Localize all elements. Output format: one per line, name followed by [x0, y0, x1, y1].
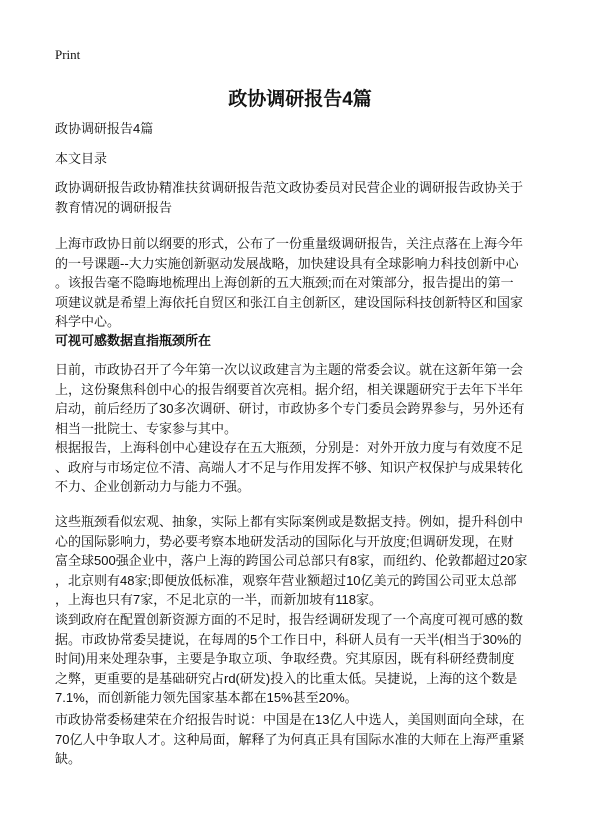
subtitle: 政协调研报告4篇: [55, 121, 154, 136]
text-line: ，上海也只有7家，不足北京的一半，而新加坡有118家。: [55, 592, 382, 607]
text-line: 项建议就是希望上海依托自贸区和张江自主创新区，建设国际科技创新特区和国家: [55, 294, 524, 310]
text-line: 缺。: [55, 751, 82, 766]
text-line: 日前，市政协召开了今年第一次以议政建言为主题的常委会议。就在这新年第一会: [55, 362, 524, 377]
text-line: 据。市政协常委吴捷说，在每周的5个工作日中，科研人员有一天半(相当于30%的: [55, 631, 522, 647]
paragraph-1: [55, 234, 555, 332]
text-line: 启动，前后经历了30多次调研、研讨，市政协多个专门委员会跨界参与，另外还有: [55, 401, 525, 416]
paragraph-6: [55, 710, 555, 769]
text-line: 科学中心。: [55, 314, 121, 329]
text-line: 市政协常委杨建荣在介绍报告时说：中国是在13亿人中选人，美国则面向全球，在: [55, 712, 525, 727]
paragraph-2: [55, 360, 555, 438]
text-line: 上海市政协日前以纲要的形式，公布了一份重量级调研报告，关注点落在上海今年: [55, 236, 524, 251]
text-line: 。该报告毫不隐晦地梳理出上海创新的五大瓶颈;而在对策部分，报告提出的第一: [55, 275, 514, 290]
page-title: 政协调研报告4篇: [228, 89, 372, 110]
text-line: 不力、企业创新动力与能力不强。: [55, 479, 251, 494]
text-line: 时间)用来处理杂事，主要是争取立项、争取经费。究其原因，既有科研经费制度: [55, 651, 515, 666]
text-line: 富全球500强企业中，落户上海的跨国公司总部只有8家，而纽约、伦敦都超过20家: [55, 553, 528, 568]
text-line: 之弊，更重要的是基础研究占rd(研发)投入的比重太低。吴捷说，上海的这个数是: [55, 670, 518, 686]
text-line: 这些瓶颈看似宏观、抽象，实际上都有实际案例或是数据支持。例如，提升科创中: [55, 514, 524, 529]
section-heading: 可视可感数据直指瓶颈所在: [55, 333, 212, 348]
text-line: 7.1%，而创新能力领先国家基本都在15%甚至20%。: [55, 690, 358, 705]
text-line: 相当一批院士、专家参与其中。: [55, 420, 238, 436]
paragraph-5: [55, 610, 555, 708]
text-line: 70亿人中争取人才。这种局面，解释了为何真正具有国际水准的大师在上海严重紧: [55, 731, 525, 747]
text-line: 、政府与市场定位不清、高端人才不足与作用发挥不够、知识产权保护与成果转化: [55, 459, 524, 475]
toc-label: 本文目录: [55, 151, 108, 166]
text-line: 上，这份聚焦科创中心的报告纲要首次亮相。据介绍，相关课题研究于去年下半年: [55, 381, 524, 397]
text-line: 心的国际影响力，势必要考察本地研发活动的国际化与开放度;但调研发现，在财: [55, 533, 514, 549]
paragraph-4: [55, 512, 555, 610]
paragraph-3: [55, 438, 555, 497]
text-line: 教育情况的调研报告: [55, 199, 173, 215]
text-line: 根据报告，上海科创中心建设存在五大瓶颈，分别是：对外开放力度与有效度不足: [55, 440, 524, 455]
text-line: 谈到政府在配置创新资源方面的不足时，报告经调研发现了一个高度可视可感的数: [55, 612, 524, 627]
text-line: 的一号课题--大力实施创新驱动发展战略，加快建设具有全球影响力科技创新中心: [55, 255, 519, 271]
text-line: 政协调研报告政协精准扶贫调研报告范文政协委员对民营企业的调研报告政协关于: [55, 180, 524, 195]
text-line: ，北京则有48家;即便放低标准，观察年营业额超过10亿美元的跨国公司亚太总部: [55, 572, 517, 588]
print-link[interactable]: Print: [55, 47, 81, 62]
toc-paragraph: [55, 178, 555, 217]
